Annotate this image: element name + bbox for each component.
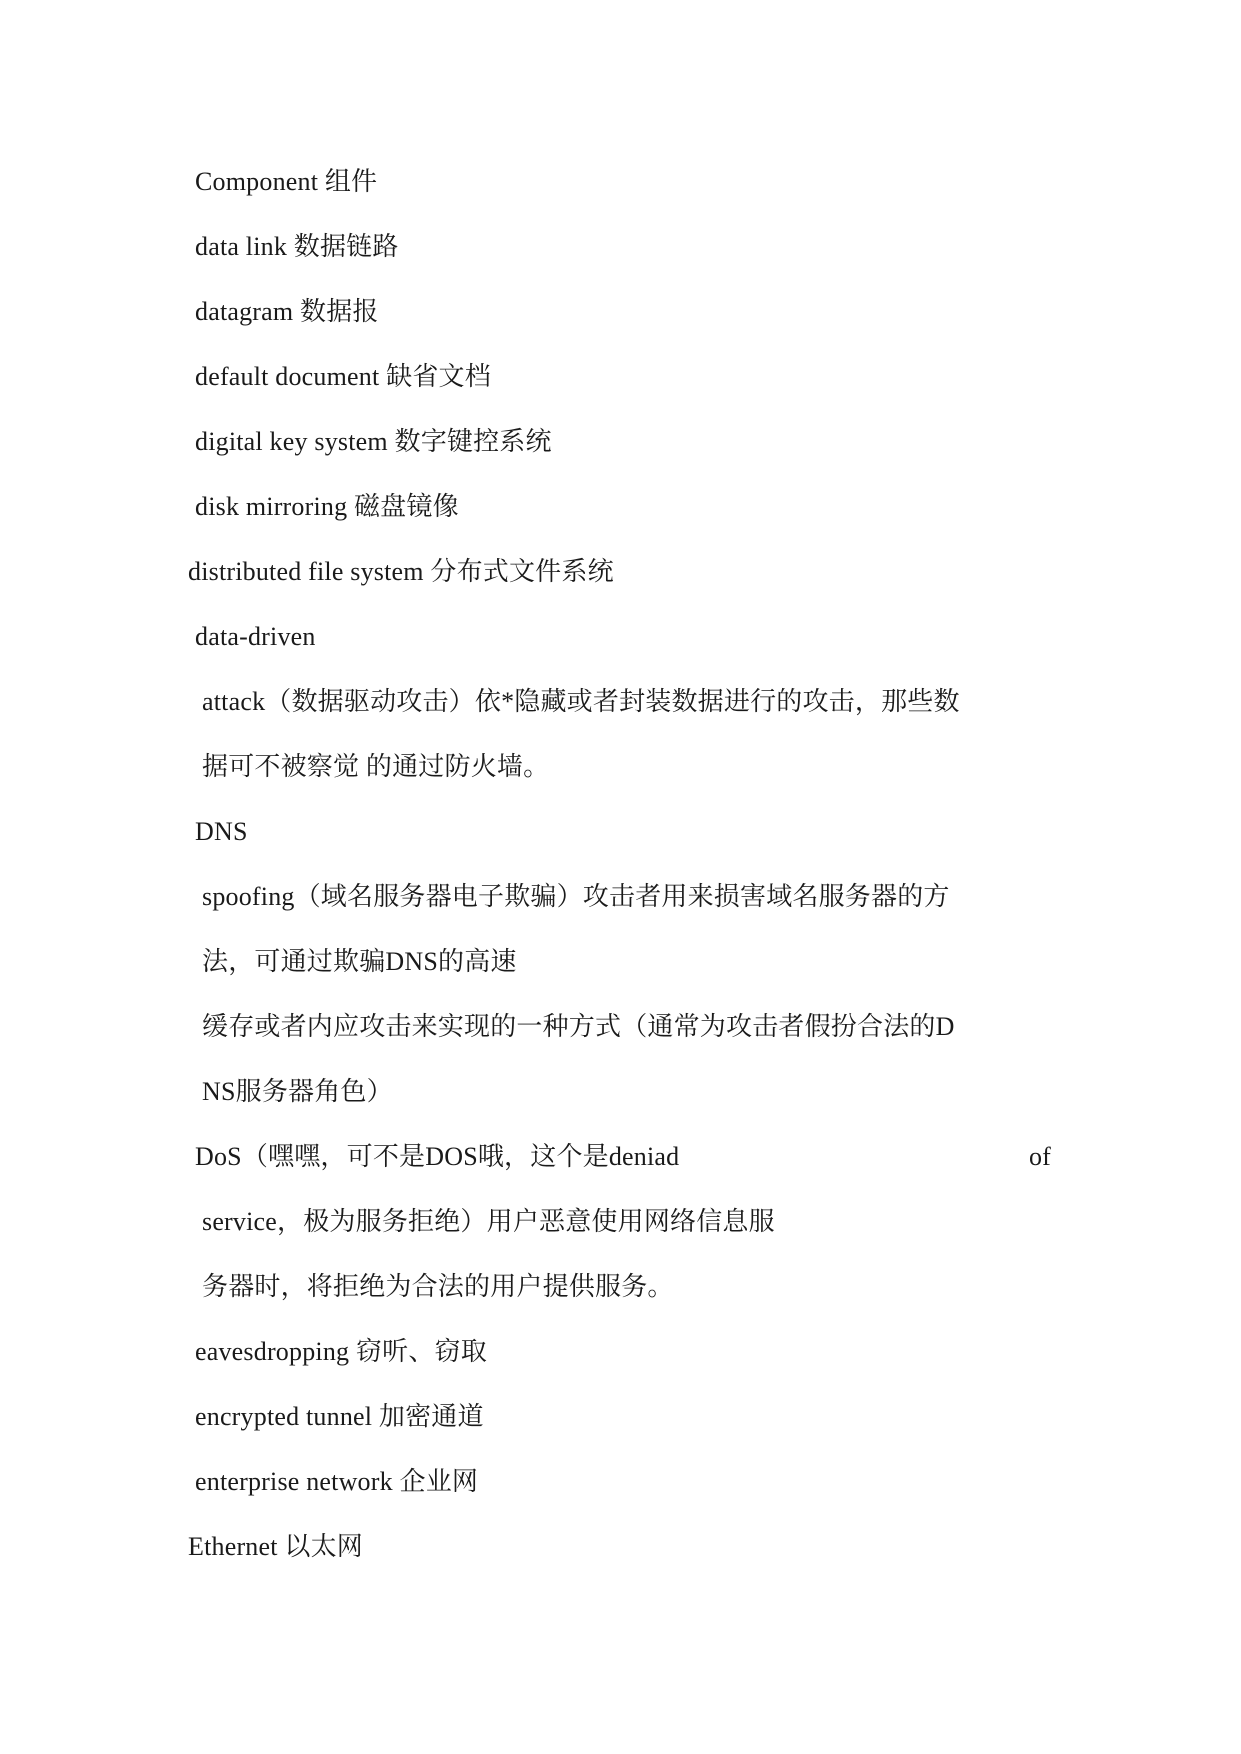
glossary-entry-dns-desc-1: spoofing（域名服务器电子欺骗）攻击者用来损害域名服务器的方 (202, 882, 950, 911)
glossary-entry-default-document: default document 缺省文档 (195, 362, 491, 391)
glossary-entry-digital-key-system: digital key system 数字键控系统 (195, 427, 552, 456)
glossary-entry-enterprise-network: enterprise network 企业网 (195, 1467, 479, 1496)
glossary-entry-data-link: data link 数据链路 (195, 232, 399, 261)
glossary-entry-dns-desc-2: 法，可通过欺骗DNS的高速 (202, 947, 517, 976)
glossary-entry-encrypted-tunnel: encrypted tunnel 加密通道 (195, 1402, 484, 1431)
glossary-entry-component: Component 组件 (195, 167, 378, 196)
glossary-entry-data-driven-desc-1: attack（数据驱动攻击）依*隐藏或者封装数据进行的攻击，那些数 (202, 687, 960, 716)
glossary-entry-dns-term: DNS (195, 817, 248, 846)
glossary-entry-dos-desc-1: service，极为服务拒绝）用户恶意使用网络信息服 (202, 1207, 775, 1236)
glossary-entry-dns-desc-4: NS服务器角色） (202, 1077, 393, 1106)
dos-line-right: of (1028, 1142, 1051, 1171)
glossary-entry-datagram: datagram 数据报 (195, 297, 379, 326)
glossary-entry-ethernet: Ethernet 以太网 (188, 1532, 363, 1561)
glossary-entry-data-driven-desc-2: 据可不被察觉 的通过防火墙。 (202, 752, 550, 781)
glossary-entry-eavesdropping: eavesdropping 窃听、窃取 (195, 1337, 487, 1366)
dos-line-left: DoS（嘿嘿，可不是DOS哦，这个是deniad (195, 1142, 680, 1171)
glossary-entry-dns-desc-3: 缓存或者内应攻击来实现的一种方式（通常为攻击者假扮合法的D (202, 1012, 955, 1041)
glossary-entry-data-driven-term: data-driven (195, 622, 316, 651)
glossary-entry-disk-mirroring: disk mirroring 磁盘镜像 (195, 492, 459, 521)
glossary-entry-distributed-file-system: distributed file system 分布式文件系统 (188, 557, 614, 586)
glossary-entry-dos-term (195, 1141, 1051, 1173)
glossary-entry-dos-desc-2: 务器时，将拒绝为合法的用户提供服务。 (202, 1272, 674, 1301)
